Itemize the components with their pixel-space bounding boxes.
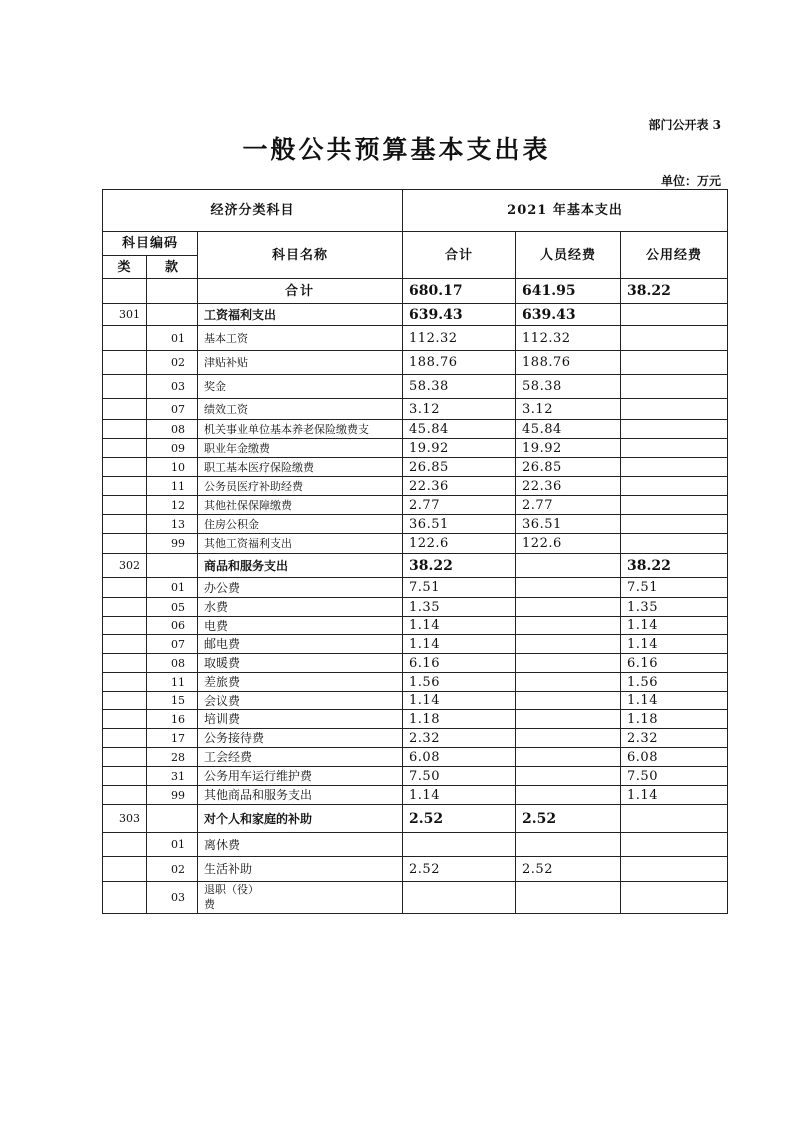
item-kuan: 07 bbox=[147, 635, 198, 654]
group-name: 工资福利支出 bbox=[198, 304, 403, 326]
item-total: 122.6 bbox=[403, 534, 516, 554]
item-public bbox=[621, 375, 728, 399]
item-personnel: 36.51 bbox=[516, 515, 621, 534]
group-row bbox=[103, 554, 728, 578]
item-personnel: 26.85 bbox=[516, 458, 621, 477]
item-total: 2.77 bbox=[403, 496, 516, 515]
cell-empty bbox=[147, 805, 198, 833]
cell-empty bbox=[103, 857, 147, 882]
header-lei: 类 bbox=[103, 256, 147, 279]
cell-empty bbox=[147, 554, 198, 578]
item-total: 22.36 bbox=[403, 477, 516, 496]
table-row bbox=[103, 617, 728, 635]
page-title: 一般公共预算基本支出表 bbox=[242, 135, 551, 164]
item-kuan: 11 bbox=[147, 477, 198, 496]
totals-total: 680.17 bbox=[403, 279, 516, 304]
item-total: 1.18 bbox=[403, 710, 516, 729]
item-total: 36.51 bbox=[403, 515, 516, 534]
cell-empty bbox=[103, 496, 147, 515]
cell-empty bbox=[103, 534, 147, 554]
item-name: 办公费 bbox=[198, 578, 403, 598]
item-total: 7.51 bbox=[403, 578, 516, 598]
item-personnel bbox=[516, 729, 621, 748]
item-name: 公务员医疗补助经费 bbox=[198, 477, 403, 496]
table-row bbox=[103, 729, 728, 748]
item-kuan: 13 bbox=[147, 515, 198, 534]
item-kuan: 11 bbox=[147, 673, 198, 692]
table-row bbox=[103, 399, 728, 420]
header-name: 科目名称 bbox=[198, 232, 403, 279]
item-total: 58.38 bbox=[403, 375, 516, 399]
item-total: 1.14 bbox=[403, 692, 516, 710]
totals-personnel: 641.95 bbox=[516, 279, 621, 304]
item-total: 112.32 bbox=[403, 326, 516, 351]
page-label: 部门公开表 3 bbox=[648, 118, 721, 132]
item-public: 7.50 bbox=[621, 767, 728, 786]
header-kuan: 款 bbox=[147, 256, 198, 279]
item-personnel bbox=[516, 786, 621, 805]
table-row bbox=[103, 882, 728, 914]
cell-empty bbox=[103, 786, 147, 805]
item-kuan: 01 bbox=[147, 578, 198, 598]
cell-empty bbox=[103, 710, 147, 729]
header-personnel: 人员经费 bbox=[516, 232, 621, 279]
table-row bbox=[103, 833, 728, 857]
item-public: 1.56 bbox=[621, 673, 728, 692]
item-name: 职业年金缴费 bbox=[198, 439, 403, 458]
table-row bbox=[103, 515, 728, 534]
item-public bbox=[621, 351, 728, 375]
table-row bbox=[103, 458, 728, 477]
item-public bbox=[621, 458, 728, 477]
item-kuan: 08 bbox=[147, 654, 198, 673]
item-name: 电费 bbox=[198, 617, 403, 635]
table-row bbox=[103, 635, 728, 654]
table-row bbox=[103, 326, 728, 351]
item-personnel bbox=[516, 748, 621, 767]
item-total: 2.52 bbox=[403, 857, 516, 882]
cell-empty bbox=[103, 458, 147, 477]
cell-empty bbox=[103, 420, 147, 439]
header-basic-expense: 2021 年基本支出 bbox=[403, 190, 728, 232]
cell-empty bbox=[103, 515, 147, 534]
table-row bbox=[103, 748, 728, 767]
item-kuan: 01 bbox=[147, 833, 198, 857]
item-kuan: 05 bbox=[147, 598, 198, 617]
group-name: 商品和服务支出 bbox=[198, 554, 403, 578]
table-row bbox=[103, 654, 728, 673]
table-row bbox=[103, 598, 728, 617]
cell-empty bbox=[103, 439, 147, 458]
cell-empty bbox=[103, 767, 147, 786]
group-personnel: 2.52 bbox=[516, 805, 621, 833]
item-personnel: 22.36 bbox=[516, 477, 621, 496]
table-row bbox=[103, 375, 728, 399]
item-personnel: 2.52 bbox=[516, 857, 621, 882]
cell-empty bbox=[103, 654, 147, 673]
item-public bbox=[621, 833, 728, 857]
item-name: 会议费 bbox=[198, 692, 403, 710]
item-total: 1.35 bbox=[403, 598, 516, 617]
item-total: 1.14 bbox=[403, 635, 516, 654]
item-total: 188.76 bbox=[403, 351, 516, 375]
group-personnel bbox=[516, 554, 621, 578]
item-personnel: 188.76 bbox=[516, 351, 621, 375]
table-row bbox=[103, 786, 728, 805]
item-kuan: 16 bbox=[147, 710, 198, 729]
table-row bbox=[103, 439, 728, 458]
item-personnel: 58.38 bbox=[516, 375, 621, 399]
item-personnel: 2.77 bbox=[516, 496, 621, 515]
item-kuan: 02 bbox=[147, 857, 198, 882]
item-public: 6.16 bbox=[621, 654, 728, 673]
item-total: 1.14 bbox=[403, 786, 516, 805]
item-kuan: 07 bbox=[147, 399, 198, 420]
item-name: 公务用车运行维护费 bbox=[198, 767, 403, 786]
item-personnel: 112.32 bbox=[516, 326, 621, 351]
item-kuan: 10 bbox=[147, 458, 198, 477]
item-personnel: 45.84 bbox=[516, 420, 621, 439]
cell-empty bbox=[103, 635, 147, 654]
item-kuan: 28 bbox=[147, 748, 198, 767]
item-personnel: 122.6 bbox=[516, 534, 621, 554]
group-code: 303 bbox=[103, 805, 147, 833]
item-public bbox=[621, 399, 728, 420]
item-name: 邮电费 bbox=[198, 635, 403, 654]
item-kuan: 06 bbox=[147, 617, 198, 635]
unit-label: 单位：万元 bbox=[660, 174, 721, 188]
table-row bbox=[103, 496, 728, 515]
cell-empty bbox=[103, 692, 147, 710]
item-name: 工会经费 bbox=[198, 748, 403, 767]
item-total bbox=[403, 882, 516, 914]
item-name: 机关事业单位基本养老保险缴费支 bbox=[198, 420, 403, 439]
item-public: 7.51 bbox=[621, 578, 728, 598]
cell-empty bbox=[103, 598, 147, 617]
table-row bbox=[103, 767, 728, 786]
group-name: 对个人和家庭的补助 bbox=[198, 805, 403, 833]
item-kuan: 08 bbox=[147, 420, 198, 439]
item-kuan: 17 bbox=[147, 729, 198, 748]
item-name: 公务接待费 bbox=[198, 729, 403, 748]
item-name: 取暖费 bbox=[198, 654, 403, 673]
item-name: 职工基本医疗保险缴费 bbox=[198, 458, 403, 477]
item-name-line2: 费 bbox=[204, 897, 215, 911]
totals-row bbox=[103, 279, 728, 304]
item-name: 离休费 bbox=[198, 833, 403, 857]
item-public: 1.14 bbox=[621, 617, 728, 635]
item-total: 1.56 bbox=[403, 673, 516, 692]
item-name: 奖金 bbox=[198, 375, 403, 399]
item-public: 6.08 bbox=[621, 748, 728, 767]
item-public bbox=[621, 857, 728, 882]
item-kuan: 99 bbox=[147, 534, 198, 554]
group-total: 38.22 bbox=[403, 554, 516, 578]
group-public bbox=[621, 304, 728, 326]
item-personnel bbox=[516, 882, 621, 914]
item-kuan: 09 bbox=[147, 439, 198, 458]
cell-empty bbox=[147, 304, 198, 326]
item-name: 生活补助 bbox=[198, 857, 403, 882]
group-personnel: 639.43 bbox=[516, 304, 621, 326]
item-public: 1.14 bbox=[621, 635, 728, 654]
item-name: 培训费 bbox=[198, 710, 403, 729]
item-personnel: 19.92 bbox=[516, 439, 621, 458]
cell-empty bbox=[103, 279, 147, 304]
cell-empty bbox=[103, 673, 147, 692]
table-row bbox=[103, 578, 728, 598]
item-public: 1.35 bbox=[621, 598, 728, 617]
item-public bbox=[621, 477, 728, 496]
table-row bbox=[103, 420, 728, 439]
header-econ-class: 经济分类科目 bbox=[103, 190, 403, 232]
item-kuan: 02 bbox=[147, 351, 198, 375]
item-name: 其他工资福利支出 bbox=[198, 534, 403, 554]
group-code: 302 bbox=[103, 554, 147, 578]
table-row bbox=[103, 477, 728, 496]
cell-empty bbox=[147, 279, 198, 304]
group-row bbox=[103, 304, 728, 326]
item-personnel bbox=[516, 578, 621, 598]
item-total: 19.92 bbox=[403, 439, 516, 458]
table-row bbox=[103, 710, 728, 729]
cell-empty bbox=[103, 578, 147, 598]
item-personnel bbox=[516, 767, 621, 786]
item-name: 津贴补贴 bbox=[198, 351, 403, 375]
header-public: 公用经费 bbox=[621, 232, 728, 279]
item-kuan: 15 bbox=[147, 692, 198, 710]
table-row bbox=[103, 673, 728, 692]
cell-empty bbox=[103, 729, 147, 748]
item-public bbox=[621, 496, 728, 515]
item-name: 差旅费 bbox=[198, 673, 403, 692]
item-kuan: 99 bbox=[147, 786, 198, 805]
group-total: 639.43 bbox=[403, 304, 516, 326]
item-public: 1.14 bbox=[621, 786, 728, 805]
item-total: 45.84 bbox=[403, 420, 516, 439]
item-total: 6.08 bbox=[403, 748, 516, 767]
item-public bbox=[621, 882, 728, 914]
item-personnel bbox=[516, 833, 621, 857]
item-personnel: 3.12 bbox=[516, 399, 621, 420]
table-row bbox=[103, 351, 728, 375]
cell-empty bbox=[103, 833, 147, 857]
item-public bbox=[621, 515, 728, 534]
item-public: 2.32 bbox=[621, 729, 728, 748]
item-total: 26.85 bbox=[403, 458, 516, 477]
item-public bbox=[621, 326, 728, 351]
cell-empty bbox=[103, 477, 147, 496]
item-public: 1.14 bbox=[621, 692, 728, 710]
item-kuan: 03 bbox=[147, 882, 198, 914]
budget-table bbox=[102, 189, 728, 914]
item-name-line1: 退职（役） bbox=[204, 883, 259, 897]
item-total: 1.14 bbox=[403, 617, 516, 635]
item-name bbox=[198, 882, 403, 914]
cell-empty bbox=[103, 399, 147, 420]
item-kuan: 03 bbox=[147, 375, 198, 399]
item-total: 2.32 bbox=[403, 729, 516, 748]
item-kuan: 01 bbox=[147, 326, 198, 351]
cell-empty bbox=[103, 882, 147, 914]
item-personnel bbox=[516, 617, 621, 635]
item-total: 6.16 bbox=[403, 654, 516, 673]
item-public: 1.18 bbox=[621, 710, 728, 729]
group-public bbox=[621, 805, 728, 833]
item-kuan: 12 bbox=[147, 496, 198, 515]
item-name: 住房公积金 bbox=[198, 515, 403, 534]
group-public: 38.22 bbox=[621, 554, 728, 578]
item-name: 绩效工资 bbox=[198, 399, 403, 420]
item-name: 基本工资 bbox=[198, 326, 403, 351]
table-row bbox=[103, 534, 728, 554]
cell-empty bbox=[103, 351, 147, 375]
item-public bbox=[621, 534, 728, 554]
table-row bbox=[103, 857, 728, 882]
cell-empty bbox=[103, 375, 147, 399]
totals-public: 38.22 bbox=[621, 279, 728, 304]
group-row bbox=[103, 805, 728, 833]
header-total: 合计 bbox=[403, 232, 516, 279]
item-kuan: 31 bbox=[147, 767, 198, 786]
item-personnel bbox=[516, 654, 621, 673]
table-row bbox=[103, 692, 728, 710]
cell-empty bbox=[103, 617, 147, 635]
item-name: 其他商品和服务支出 bbox=[198, 786, 403, 805]
header-code: 科目编码 bbox=[103, 232, 198, 256]
item-personnel bbox=[516, 598, 621, 617]
item-personnel bbox=[516, 635, 621, 654]
item-total: 3.12 bbox=[403, 399, 516, 420]
item-name: 其他社保保障缴费 bbox=[198, 496, 403, 515]
cell-empty bbox=[103, 748, 147, 767]
totals-label: 合计 bbox=[198, 279, 403, 304]
item-personnel bbox=[516, 710, 621, 729]
item-personnel bbox=[516, 673, 621, 692]
item-name: 水费 bbox=[198, 598, 403, 617]
item-total bbox=[403, 833, 516, 857]
group-total: 2.52 bbox=[403, 805, 516, 833]
item-personnel bbox=[516, 692, 621, 710]
item-public bbox=[621, 420, 728, 439]
item-public bbox=[621, 439, 728, 458]
group-code: 301 bbox=[103, 304, 147, 326]
item-total: 7.50 bbox=[403, 767, 516, 786]
cell-empty bbox=[103, 326, 147, 351]
